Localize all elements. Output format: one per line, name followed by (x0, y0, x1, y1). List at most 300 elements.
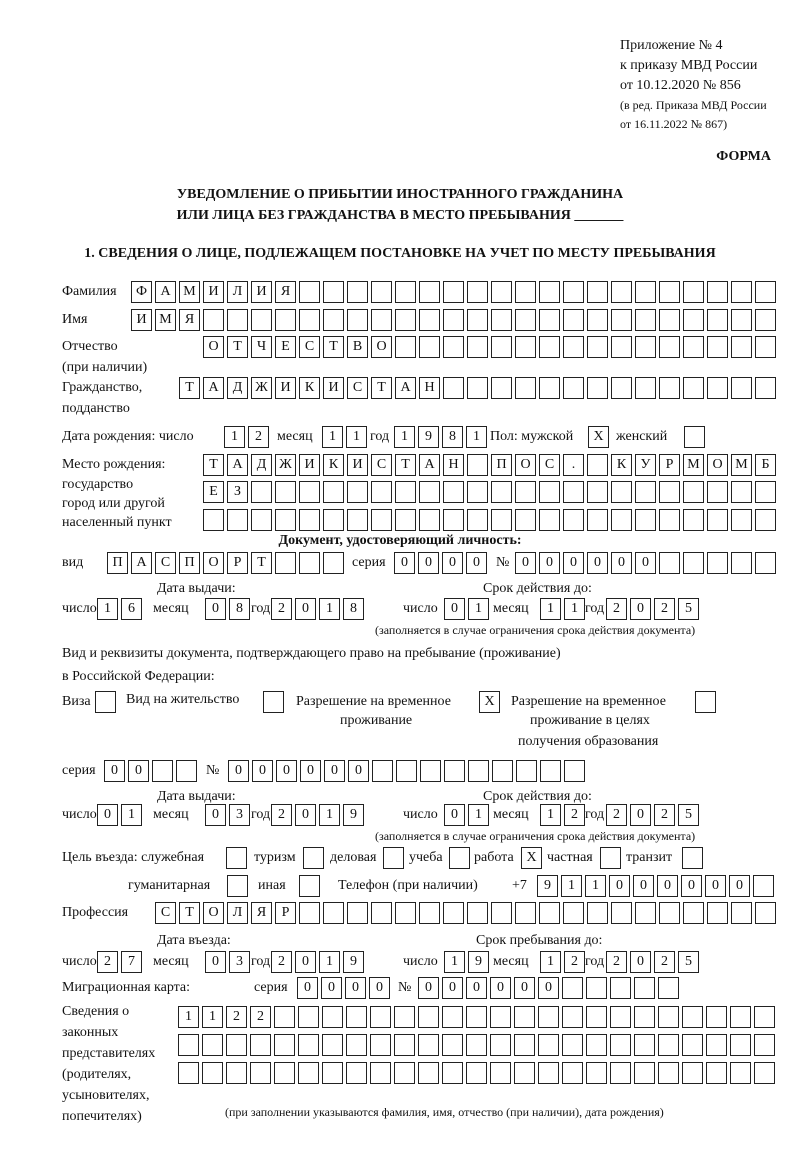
char-box[interactable]: О (203, 902, 224, 924)
char-box[interactable]: 0 (514, 977, 535, 999)
char-box[interactable]: 0 (321, 977, 342, 999)
char-box[interactable] (562, 977, 583, 999)
char-box[interactable] (683, 281, 704, 303)
char-box[interactable] (515, 377, 536, 399)
char-box[interactable]: 0 (681, 875, 702, 897)
char-box[interactable] (538, 1034, 559, 1056)
char-box[interactable] (539, 509, 560, 531)
char-box[interactable] (754, 1006, 775, 1028)
char-box[interactable] (250, 1034, 271, 1056)
char-box[interactable]: X (521, 847, 542, 869)
char-box[interactable] (586, 1006, 607, 1028)
char-box[interactable]: 0 (324, 760, 345, 782)
char-box[interactable] (298, 1006, 319, 1028)
char-box[interactable]: 5 (678, 804, 699, 826)
char-box[interactable]: 2 (226, 1006, 247, 1028)
char-box[interactable] (394, 1062, 415, 1084)
char-box[interactable]: 1 (202, 1006, 223, 1028)
char-box[interactable] (370, 1006, 391, 1028)
char-box[interactable] (263, 691, 284, 713)
char-box[interactable]: 0 (635, 552, 656, 574)
char-box[interactable]: 1 (322, 426, 343, 448)
char-box[interactable]: 0 (369, 977, 390, 999)
char-box[interactable] (323, 481, 344, 503)
char-box[interactable] (611, 481, 632, 503)
char-box[interactable] (443, 377, 464, 399)
char-box[interactable] (514, 1034, 535, 1056)
char-box[interactable] (755, 902, 776, 924)
char-box[interactable] (466, 1006, 487, 1028)
char-box[interactable]: 0 (345, 977, 366, 999)
char-box[interactable] (659, 336, 680, 358)
char-box[interactable] (491, 309, 512, 331)
char-box[interactable]: А (419, 454, 440, 476)
char-box[interactable]: Ф (131, 281, 152, 303)
char-box[interactable] (467, 336, 488, 358)
char-box[interactable]: Л (227, 281, 248, 303)
char-box[interactable] (538, 1062, 559, 1084)
char-box[interactable] (491, 336, 512, 358)
char-box[interactable] (634, 1034, 655, 1056)
char-box[interactable] (370, 1062, 391, 1084)
char-box[interactable]: 2 (606, 951, 627, 973)
char-box[interactable]: 2 (564, 804, 585, 826)
char-box[interactable] (383, 847, 404, 869)
char-box[interactable]: М (731, 454, 752, 476)
char-box[interactable] (419, 481, 440, 503)
char-box[interactable] (322, 1006, 343, 1028)
char-box[interactable]: Ч (251, 336, 272, 358)
char-box[interactable] (442, 1062, 463, 1084)
char-box[interactable] (396, 760, 417, 782)
char-box[interactable]: 1 (97, 598, 118, 620)
char-box[interactable]: 0 (394, 552, 415, 574)
char-box[interactable]: 7 (121, 951, 142, 973)
char-box[interactable]: А (395, 377, 416, 399)
char-box[interactable] (251, 309, 272, 331)
char-box[interactable] (683, 552, 704, 574)
char-box[interactable]: И (203, 281, 224, 303)
char-box[interactable] (443, 336, 464, 358)
char-box[interactable]: 0 (515, 552, 536, 574)
char-box[interactable] (634, 1006, 655, 1028)
char-box[interactable]: М (683, 454, 704, 476)
char-box[interactable]: 8 (229, 598, 250, 620)
char-box[interactable]: 2 (654, 804, 675, 826)
char-box[interactable]: А (131, 552, 152, 574)
char-box[interactable] (420, 760, 441, 782)
char-box[interactable] (275, 552, 296, 574)
char-box[interactable]: 0 (538, 977, 559, 999)
char-box[interactable]: 9 (343, 804, 364, 826)
char-box[interactable] (707, 377, 728, 399)
char-box[interactable]: 0 (587, 552, 608, 574)
char-box[interactable] (299, 902, 320, 924)
char-box[interactable] (371, 509, 392, 531)
char-box[interactable] (658, 1006, 679, 1028)
char-box[interactable]: 2 (654, 951, 675, 973)
char-box[interactable] (683, 377, 704, 399)
char-box[interactable] (346, 1062, 367, 1084)
char-box[interactable] (274, 1062, 295, 1084)
char-box[interactable] (491, 281, 512, 303)
char-box[interactable]: Б (755, 454, 776, 476)
char-box[interactable]: Я (251, 902, 272, 924)
char-box[interactable] (303, 847, 324, 869)
char-box[interactable] (755, 481, 776, 503)
char-box[interactable] (659, 377, 680, 399)
char-box[interactable] (658, 1062, 679, 1084)
char-box[interactable] (418, 1062, 439, 1084)
char-box[interactable] (707, 902, 728, 924)
char-box[interactable]: В (347, 336, 368, 358)
char-box[interactable]: Я (179, 309, 200, 331)
char-box[interactable]: 0 (630, 804, 651, 826)
char-box[interactable] (755, 552, 776, 574)
char-box[interactable]: 0 (295, 598, 316, 620)
char-box[interactable]: 1 (178, 1006, 199, 1028)
char-box[interactable] (442, 1006, 463, 1028)
char-box[interactable] (449, 847, 470, 869)
char-box[interactable]: 1 (564, 598, 585, 620)
char-box[interactable]: 1 (561, 875, 582, 897)
char-box[interactable] (515, 281, 536, 303)
char-box[interactable]: О (515, 454, 536, 476)
char-box[interactable] (731, 377, 752, 399)
char-box[interactable] (346, 1006, 367, 1028)
char-box[interactable] (467, 481, 488, 503)
char-box[interactable] (347, 281, 368, 303)
char-box[interactable] (539, 902, 560, 924)
char-box[interactable]: 0 (104, 760, 125, 782)
char-box[interactable]: 0 (466, 552, 487, 574)
char-box[interactable]: 2 (97, 951, 118, 973)
char-box[interactable] (443, 309, 464, 331)
char-box[interactable]: 1 (468, 804, 489, 826)
char-box[interactable] (731, 552, 752, 574)
char-box[interactable] (515, 481, 536, 503)
char-box[interactable] (516, 760, 537, 782)
char-box[interactable] (682, 847, 703, 869)
char-box[interactable]: Ж (251, 377, 272, 399)
char-box[interactable] (395, 309, 416, 331)
char-box[interactable]: 0 (205, 951, 226, 973)
char-box[interactable] (515, 902, 536, 924)
char-box[interactable]: 2 (271, 804, 292, 826)
char-box[interactable]: Р (659, 454, 680, 476)
char-box[interactable] (299, 875, 320, 897)
char-box[interactable] (731, 481, 752, 503)
char-box[interactable]: 9 (343, 951, 364, 973)
char-box[interactable] (347, 481, 368, 503)
char-box[interactable] (539, 281, 560, 303)
char-box[interactable]: Р (275, 902, 296, 924)
char-box[interactable] (515, 509, 536, 531)
char-box[interactable] (274, 1006, 295, 1028)
char-box[interactable]: 1 (540, 951, 561, 973)
char-box[interactable]: 0 (228, 760, 249, 782)
char-box[interactable]: Т (227, 336, 248, 358)
char-box[interactable]: 0 (418, 977, 439, 999)
char-box[interactable]: 0 (466, 977, 487, 999)
char-box[interactable] (323, 902, 344, 924)
char-box[interactable]: 0 (252, 760, 273, 782)
char-box[interactable]: О (707, 454, 728, 476)
char-box[interactable] (347, 509, 368, 531)
char-box[interactable]: 9 (537, 875, 558, 897)
char-box[interactable] (323, 309, 344, 331)
char-box[interactable] (754, 1062, 775, 1084)
char-box[interactable]: 3 (229, 804, 250, 826)
char-box[interactable] (490, 1062, 511, 1084)
char-box[interactable] (658, 977, 679, 999)
char-box[interactable]: 3 (229, 951, 250, 973)
char-box[interactable] (419, 509, 440, 531)
char-box[interactable]: 0 (563, 552, 584, 574)
char-box[interactable]: О (203, 336, 224, 358)
char-box[interactable] (227, 509, 248, 531)
char-box[interactable] (730, 1034, 751, 1056)
char-box[interactable] (227, 875, 248, 897)
char-box[interactable] (682, 1006, 703, 1028)
char-box[interactable] (419, 902, 440, 924)
char-box[interactable] (467, 454, 488, 476)
char-box[interactable]: Е (275, 336, 296, 358)
char-box[interactable]: С (299, 336, 320, 358)
char-box[interactable]: П (491, 454, 512, 476)
char-box[interactable] (562, 1062, 583, 1084)
char-box[interactable] (731, 509, 752, 531)
char-box[interactable]: А (227, 454, 248, 476)
char-box[interactable] (659, 281, 680, 303)
char-box[interactable]: 2 (271, 951, 292, 973)
char-box[interactable] (587, 309, 608, 331)
char-box[interactable] (540, 760, 561, 782)
char-box[interactable] (731, 281, 752, 303)
char-box[interactable]: 0 (300, 760, 321, 782)
char-box[interactable] (564, 760, 585, 782)
char-box[interactable]: 1 (540, 804, 561, 826)
char-box[interactable] (610, 1062, 631, 1084)
char-box[interactable]: 0 (295, 951, 316, 973)
char-box[interactable]: Д (251, 454, 272, 476)
char-box[interactable] (587, 481, 608, 503)
char-box[interactable]: 2 (606, 804, 627, 826)
char-box[interactable] (347, 309, 368, 331)
char-box[interactable] (659, 902, 680, 924)
char-box[interactable]: 1 (319, 804, 340, 826)
char-box[interactable]: К (611, 454, 632, 476)
char-box[interactable] (178, 1062, 199, 1084)
char-box[interactable]: 0 (276, 760, 297, 782)
char-box[interactable]: 1 (394, 426, 415, 448)
char-box[interactable]: 1 (346, 426, 367, 448)
char-box[interactable] (610, 977, 631, 999)
char-box[interactable] (323, 281, 344, 303)
char-box[interactable]: 0 (348, 760, 369, 782)
char-box[interactable] (659, 309, 680, 331)
char-box[interactable] (467, 902, 488, 924)
char-box[interactable]: 1 (319, 598, 340, 620)
char-box[interactable] (587, 336, 608, 358)
char-box[interactable]: А (203, 377, 224, 399)
char-box[interactable] (323, 552, 344, 574)
char-box[interactable] (563, 902, 584, 924)
char-box[interactable] (587, 454, 608, 476)
char-box[interactable]: 0 (205, 598, 226, 620)
char-box[interactable]: М (179, 281, 200, 303)
char-box[interactable]: 1 (468, 598, 489, 620)
char-box[interactable] (226, 1034, 247, 1056)
char-box[interactable] (467, 509, 488, 531)
char-box[interactable]: 2 (250, 1006, 271, 1028)
char-box[interactable]: Т (179, 377, 200, 399)
char-box[interactable]: 0 (611, 552, 632, 574)
char-box[interactable] (755, 336, 776, 358)
char-box[interactable]: 1 (466, 426, 487, 448)
char-box[interactable] (587, 902, 608, 924)
char-box[interactable] (731, 902, 752, 924)
char-box[interactable] (443, 509, 464, 531)
char-box[interactable] (755, 377, 776, 399)
char-box[interactable] (539, 336, 560, 358)
char-box[interactable]: 2 (271, 598, 292, 620)
char-box[interactable] (562, 1006, 583, 1028)
char-box[interactable] (587, 377, 608, 399)
char-box[interactable] (395, 902, 416, 924)
char-box[interactable] (684, 426, 705, 448)
char-box[interactable] (490, 1006, 511, 1028)
char-box[interactable] (372, 760, 393, 782)
char-box[interactable]: 0 (442, 552, 463, 574)
char-box[interactable] (755, 281, 776, 303)
char-box[interactable]: С (155, 552, 176, 574)
char-box[interactable] (371, 902, 392, 924)
char-box[interactable] (492, 760, 513, 782)
char-box[interactable]: 1 (540, 598, 561, 620)
char-box[interactable] (635, 377, 656, 399)
char-box[interactable] (730, 1062, 751, 1084)
char-box[interactable]: 0 (630, 951, 651, 973)
char-box[interactable]: С (347, 377, 368, 399)
char-box[interactable]: 0 (539, 552, 560, 574)
char-box[interactable] (202, 1062, 223, 1084)
char-box[interactable] (635, 509, 656, 531)
char-box[interactable] (419, 309, 440, 331)
char-box[interactable]: 8 (343, 598, 364, 620)
char-box[interactable] (753, 875, 774, 897)
char-box[interactable]: 1 (121, 804, 142, 826)
char-box[interactable] (563, 481, 584, 503)
char-box[interactable]: А (155, 281, 176, 303)
char-box[interactable]: И (275, 377, 296, 399)
char-box[interactable]: 5 (678, 598, 699, 620)
char-box[interactable] (346, 1034, 367, 1056)
char-box[interactable] (563, 281, 584, 303)
char-box[interactable] (707, 552, 728, 574)
char-box[interactable]: 0 (729, 875, 750, 897)
char-box[interactable] (515, 336, 536, 358)
char-box[interactable] (563, 309, 584, 331)
char-box[interactable] (322, 1062, 343, 1084)
char-box[interactable]: И (323, 377, 344, 399)
char-box[interactable]: 0 (97, 804, 118, 826)
char-box[interactable] (658, 1034, 679, 1056)
char-box[interactable] (490, 1034, 511, 1056)
char-box[interactable] (635, 309, 656, 331)
char-box[interactable] (347, 902, 368, 924)
char-box[interactable]: Н (443, 454, 464, 476)
char-box[interactable]: 5 (678, 951, 699, 973)
char-box[interactable]: Т (179, 902, 200, 924)
char-box[interactable] (611, 336, 632, 358)
char-box[interactable] (634, 1062, 655, 1084)
char-box[interactable]: П (179, 552, 200, 574)
char-box[interactable]: 8 (442, 426, 463, 448)
char-box[interactable] (442, 1034, 463, 1056)
char-box[interactable] (707, 336, 728, 358)
char-box[interactable] (683, 309, 704, 331)
char-box[interactable]: И (131, 309, 152, 331)
char-box[interactable]: 2 (606, 598, 627, 620)
char-box[interactable] (203, 309, 224, 331)
char-box[interactable] (611, 902, 632, 924)
char-box[interactable] (298, 1062, 319, 1084)
char-box[interactable] (491, 377, 512, 399)
char-box[interactable] (371, 481, 392, 503)
char-box[interactable] (634, 977, 655, 999)
char-box[interactable] (394, 1034, 415, 1056)
char-box[interactable] (227, 309, 248, 331)
char-box[interactable] (562, 1034, 583, 1056)
char-box[interactable]: 0 (630, 598, 651, 620)
char-box[interactable] (611, 309, 632, 331)
char-box[interactable] (635, 902, 656, 924)
char-box[interactable] (371, 281, 392, 303)
char-box[interactable] (683, 509, 704, 531)
char-box[interactable] (611, 509, 632, 531)
char-box[interactable] (683, 336, 704, 358)
char-box[interactable]: 0 (609, 875, 630, 897)
char-box[interactable]: 0 (205, 804, 226, 826)
char-box[interactable] (635, 281, 656, 303)
char-box[interactable] (538, 1006, 559, 1028)
char-box[interactable] (226, 1062, 247, 1084)
char-box[interactable]: 9 (468, 951, 489, 973)
char-box[interactable] (563, 336, 584, 358)
char-box[interactable]: О (371, 336, 392, 358)
char-box[interactable]: З (227, 481, 248, 503)
char-box[interactable]: 9 (418, 426, 439, 448)
char-box[interactable] (299, 281, 320, 303)
char-box[interactable] (178, 1034, 199, 1056)
char-box[interactable]: Р (227, 552, 248, 574)
char-box[interactable] (466, 1062, 487, 1084)
char-box[interactable]: 0 (705, 875, 726, 897)
char-box[interactable] (706, 1006, 727, 1028)
char-box[interactable]: 0 (295, 804, 316, 826)
char-box[interactable]: 0 (442, 977, 463, 999)
char-box[interactable] (659, 552, 680, 574)
char-box[interactable]: И (251, 281, 272, 303)
char-box[interactable] (466, 1034, 487, 1056)
char-box[interactable] (491, 481, 512, 503)
char-box[interactable]: 2 (564, 951, 585, 973)
char-box[interactable] (250, 1062, 271, 1084)
char-box[interactable] (491, 509, 512, 531)
char-box[interactable] (418, 1006, 439, 1028)
char-box[interactable] (586, 1034, 607, 1056)
